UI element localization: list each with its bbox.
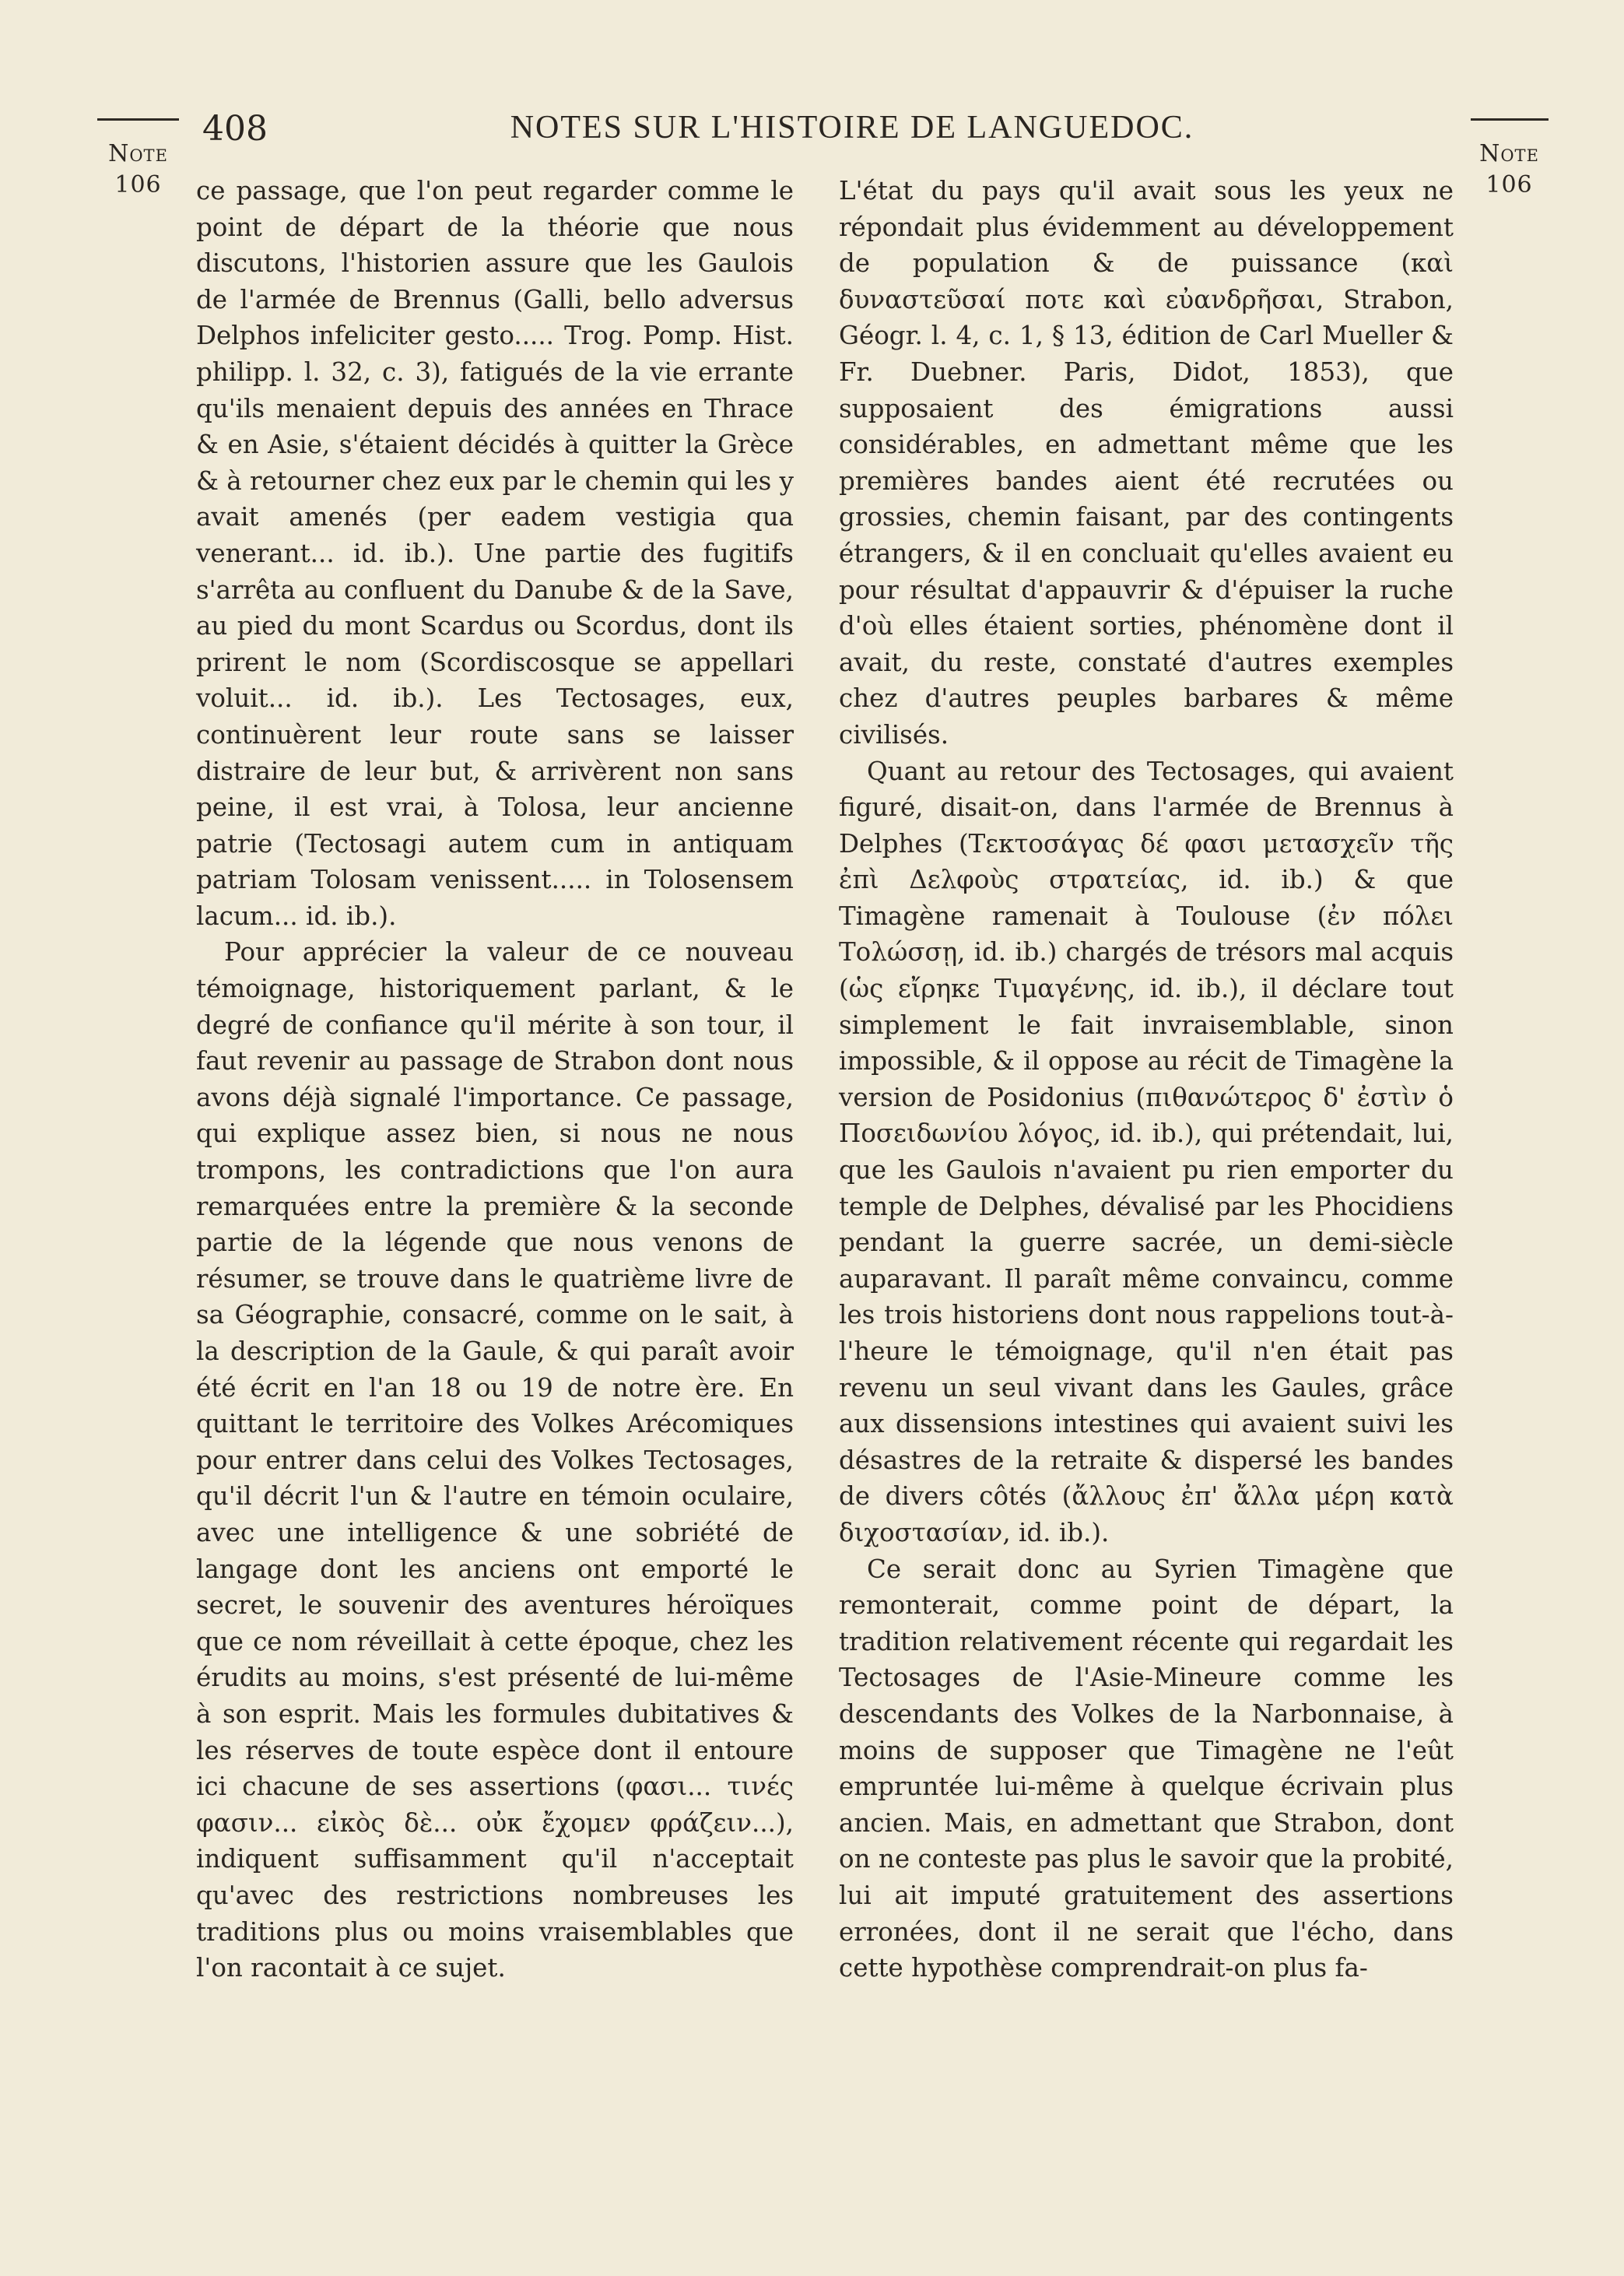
right-paragraph-2: Quant au retour des Tectosages, qui avaient figuré, disait-on, dans l'armée de Brennus à Delphes (Τεκτοσάγας δέ φασι μετασχεῖν τῆς ἐπὶ Δελφοὺς στρατείας, id. ib.) & que Timagène ramenait à Toulouse (ἐν πόλει Τολώσσῃ, id. ib.) chargés de trésors mal acquis (ὡς εἴρηκε Τιμαγένης, id. ib.), il déclare tout simplement le fait invraisemblable, sinon impossible, & il oppose au récit de Timagène la version de Posidonius (πιθανώτερος δ' ἐστὶν ὁ Ποσειδωνίου λόγος, id. ib.), qui prétendait, lui, que les Gaulois n'avaient pu rien emporter du temple de Delphes, dévalisé par les Phocidiens pendant la guerre sacrée, un demi-siècle auparavant. Il paraît même convaincu, comme les trois historiens dont nous rappelions tout-à-l'heure le témoignage, qu'il n'en était pas revenu un seul vivant dans les Gaules, grâce aux dissensions intestines qui avaient suivi les désastres de la retraite & dispersé les bandes de divers côtés (ἄλλους ἐπ' ἄλλα μέρη κατὰ διχοστασίαν, id. ib.).	[839, 756, 1454, 1547]
right-note-label: Note	[1479, 140, 1539, 167]
left-margin-rule	[97, 118, 179, 121]
left-note-number: 106	[114, 171, 162, 198]
left-column	[196, 173, 794, 1986]
right-note-number: 106	[1485, 171, 1533, 198]
right-paragraph-3: Ce serait donc au Syrien Timagène que remonterait, comme point de départ, la tradition relativement récente qui regardait les Tectosages de l'Asie-Mineure comme les descendants des Volkes de la Narbonnaise, à moins de supposer que Timagène ne l'eût empruntée lui-même à quelque écrivain plus ancien. Mais, en admettant que Strabon, dont on ne conteste pas plus le savoir que la probité, lui ait imputé gratuitement des assertions erronées, dont il ne serait que l'écho, dans cette hypothèse comprendrait-on plus fa-	[839, 1554, 1454, 1983]
right-margin-rule	[1471, 118, 1549, 121]
right-paragraph-1: L'état du pays qu'il avait sous les yeux ne répondait plus évidemment au développement de population & de puissance (καὶ δυναστεῦσαί ποτε καὶ εὐανδρῆσαι, Strabon, Géogr. l. 4, c. 1, § 13, édition de Carl Mueller & Fr. Duebner. Paris, Didot, 1853), que supposaient des émigrations aussi considérables, en admettant même que les premières bandes aient été recrutées ou grossies, chemin faisant, par des contingents étrangers, & il en concluait qu'elles avaient eu pour résultat d'appauvrir & d'épuiser la ruche d'où elles étaient sorties, phénomène dont il avait, du reste, constaté d'autres exemples chez d'autres peuples barbares & même civilisés.	[839, 176, 1454, 750]
right-margin-note	[1464, 139, 1554, 201]
left-paragraph-1: ce passage, que l'on peut regarder comme le point de départ de la théorie que nous discutons, l'historien assure que les Gaulois de l'armée de Brennus (Galli, bello adversus Delphos infeliciter gesto..... Trog. Pomp. Hist. philipp. l. 32, c. 3), fatigués de la vie errante qu'ils menaient depuis des années en Thrace & en Asie, s'étaient décidés à quitter la Grèce & à retourner chez eux par le chemin qui les y avait amenés (per eadem vestigia qua venerant... id. ib.). Une partie des fugitifs s'arrêta au confluent du Danube & de la Save, au pied du mont Scardus ou Scordus, dont ils prirent le nom (Scordiscosque se appellari voluit... id. ib.). Les Tectosages, eux, continuèrent leur route sans se laisser distraire de leur but, & arrivèrent non sans peine, il est vrai, à Tolosa, leur ancienne patrie (Tectosagi autem cum in antiquam patriam Tolosam venissent..... in Tolosensem lacum... id. ib.).	[196, 176, 794, 931]
right-column	[839, 173, 1454, 1986]
left-note-label: Note	[108, 140, 168, 167]
left-paragraph-2: Pour apprécier la valeur de ce nouveau témoignage, historiquement parlant, & le degré de confiance qu'il mérite à son tour, il faut revenir au passage de Strabon dont nous avons déjà signalé l'importance. Ce passage, qui explique assez bien, si nous ne nous trompons, les contradictions que l'on aura remarquées entre la première & la seconde partie de la légende que nous venons de résumer, se trouve dans le quatrième livre de sa Géographie, consacré, comme on le sait, à la description de la Gaule, & qui paraît avoir été écrit en l'an 18 ou 19 de notre ère. En quittant le territoire des Volkes Arécomiques pour entrer dans celui des Volkes Tectosages, qu'il décrit l'un & l'autre en témoin oculaire, avec une intelligence & une sobriété de langage dont les anciens ont emporté le secret, le souvenir des aventures héroïques que ce nom réveillait à cette époque, chez les érudits au moins, s'est présenté de lui-même à son esprit. Mais les formules dubitatives & les réserves de toute espèce dont il entoure ici chacune de ses assertions (φασι... τινές φασιν... εἰκὸς δὲ... οὐκ ἔχομεν φράζειν...), indiquent suffisamment qu'il n'acceptait qu'avec des restrictions nombreuses les traditions plus ou moins vraisemblables que l'on racontait à ce sujet.	[196, 937, 794, 1983]
left-margin-note	[93, 139, 183, 201]
page-number: 408	[202, 109, 268, 149]
running-title: NOTES SUR L'HISTOIRE DE LANGUEDOC.	[510, 110, 1194, 146]
